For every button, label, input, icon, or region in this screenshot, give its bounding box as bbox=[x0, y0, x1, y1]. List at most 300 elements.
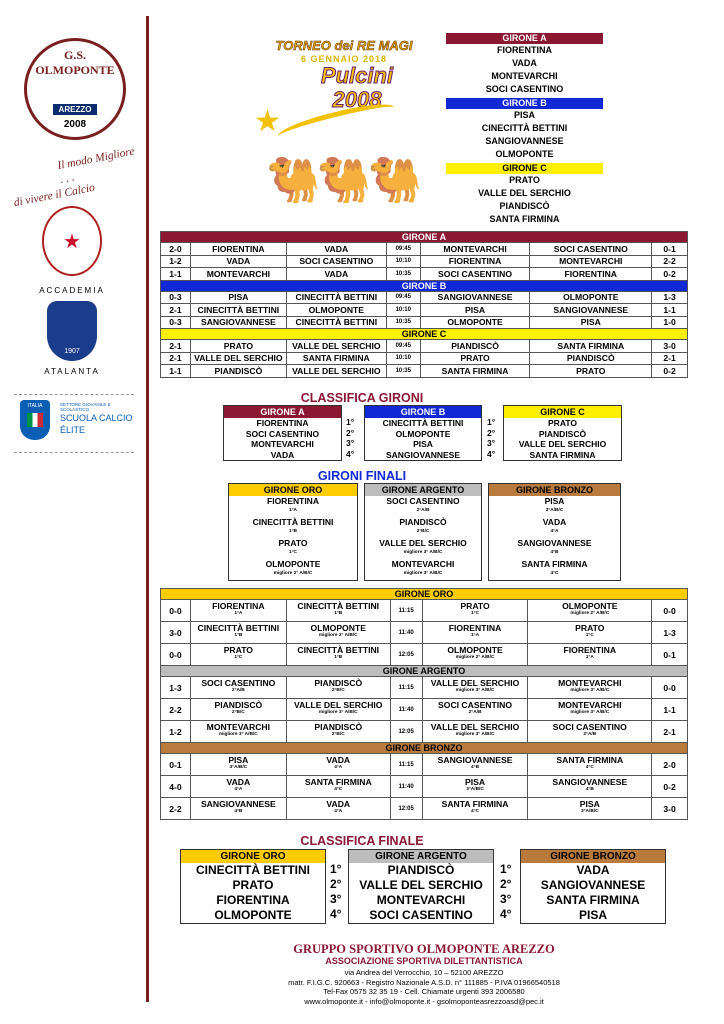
away-team: VALLE DEL SERCHIO bbox=[294, 700, 383, 710]
home-team: FIORENTINA bbox=[212, 601, 265, 611]
team-seed: 4°A bbox=[234, 787, 243, 792]
home-team: CINECITTÀ BETTINI bbox=[190, 304, 286, 317]
match-row bbox=[161, 365, 688, 378]
away-team: OLMOPONTE bbox=[530, 291, 652, 304]
team-seed: 2°B/C bbox=[331, 688, 345, 693]
group-team: PRATO bbox=[509, 175, 540, 185]
score: 0-2 bbox=[652, 776, 688, 798]
footer-registry: matr. F.I.G.C. 920663 - Registro Nazionale A.S.D. n° 111885 - P.IVA 01966540518 bbox=[288, 977, 560, 987]
group-header: GIRONE A bbox=[446, 33, 603, 44]
girone-finale-entry bbox=[365, 517, 481, 535]
entry-seed: 4°C bbox=[550, 571, 559, 576]
away-team-cell bbox=[286, 600, 390, 622]
team-seed: migliore 3° A/B/C bbox=[570, 688, 610, 693]
team-seed: migliore 2° A/B/C bbox=[455, 655, 495, 660]
girone-finale-header: GIRONE ORO bbox=[229, 484, 357, 496]
classifica-finale-team: PISA bbox=[578, 908, 607, 922]
away-team: VADA bbox=[286, 243, 386, 256]
position-label: 1° bbox=[500, 862, 512, 876]
home-team-cell bbox=[422, 754, 528, 776]
away-team: OLMOPONTE bbox=[286, 304, 386, 317]
club-motto bbox=[7, 144, 145, 210]
classifica-finale-positions bbox=[500, 862, 511, 922]
team-seed: 4°C bbox=[585, 765, 594, 770]
group-results-table bbox=[160, 231, 688, 378]
final-match-row bbox=[161, 699, 688, 721]
classifica-finale-team: CINECITTÀ BETTINI bbox=[196, 863, 310, 877]
sidebar bbox=[0, 0, 146, 1024]
home-team: PRATO bbox=[460, 601, 490, 611]
position-label: 1° bbox=[346, 417, 355, 427]
classifica-finale-team: SOCI CASENTINO bbox=[369, 908, 473, 922]
match-time: 11:15 bbox=[390, 600, 422, 622]
position-label: 2° bbox=[500, 877, 512, 891]
score: 1-0 bbox=[652, 316, 688, 329]
classifica-finale-positions bbox=[330, 862, 341, 922]
group-header: GIRONE C bbox=[446, 163, 603, 174]
girone-finale-entry bbox=[365, 559, 481, 577]
position-label: 4° bbox=[346, 448, 355, 459]
entry-seed: migliore 3° A/B/C bbox=[403, 550, 443, 555]
match-time: 09:45 bbox=[386, 291, 420, 304]
score: 0-0 bbox=[161, 644, 191, 666]
score: 2-1 bbox=[652, 721, 688, 743]
classifica-team: PISA bbox=[413, 439, 433, 449]
home-team: MONTEVARCHI bbox=[206, 722, 271, 732]
position-label: 4° bbox=[500, 907, 512, 921]
away-team: SOCI CASENTINO bbox=[286, 255, 386, 268]
category-year: 2008 bbox=[332, 87, 382, 112]
position-label: 4° bbox=[330, 907, 342, 921]
group-list-b bbox=[446, 98, 603, 161]
team-seed: 4°B bbox=[585, 787, 594, 792]
home-team: SOCI CASENTINO bbox=[201, 678, 276, 688]
team-seed: 2°A/B bbox=[468, 710, 482, 715]
classifica-box bbox=[364, 405, 482, 461]
score: 2-1 bbox=[161, 352, 191, 365]
footer-phone: Tel-Fax 0575 32 35 19 - Cell. Chiamate urgenti 393 2006580 bbox=[323, 987, 525, 996]
home-team: FIORENTINA bbox=[420, 255, 530, 268]
group-list-a bbox=[446, 33, 603, 96]
away-team: MONTEVARCHI bbox=[558, 678, 622, 688]
club-logo-name: G.S. OLMOPONTE bbox=[35, 48, 115, 77]
home-team-cell bbox=[422, 600, 528, 622]
results-group-header: GIRONE A bbox=[161, 232, 688, 243]
group-team: SANGIOVANNESE bbox=[485, 136, 564, 146]
team-seed: 1°B bbox=[234, 633, 243, 638]
girone-finale-entry bbox=[365, 538, 481, 556]
away-team-cell bbox=[286, 721, 390, 743]
match-row bbox=[161, 340, 688, 353]
atalanta-shield-icon bbox=[47, 301, 97, 361]
final-match-row bbox=[161, 721, 688, 743]
away-team-cell bbox=[286, 699, 390, 721]
team-seed: migliore 3° A/B/C bbox=[455, 688, 495, 693]
academy-bottom-text: ATALANTA bbox=[44, 367, 100, 376]
score: 1-1 bbox=[652, 699, 688, 721]
home-team: PISA bbox=[190, 291, 286, 304]
home-team: VALLE DEL SERCHIO bbox=[430, 722, 520, 732]
entry-team: VALLE DEL SERCHIO bbox=[379, 538, 467, 548]
figc-shield-icon bbox=[20, 400, 50, 440]
position-label: 2° bbox=[346, 427, 355, 438]
entry-team: SOCI CASENTINO bbox=[386, 496, 460, 506]
match-time: 12:05 bbox=[390, 721, 422, 743]
team-seed: 2°A/B bbox=[231, 688, 245, 693]
team-seed: 1°A bbox=[234, 611, 243, 616]
classifica-positions bbox=[346, 417, 354, 459]
match-time: 09:45 bbox=[386, 243, 420, 256]
home-team: SANGIOVANNESE bbox=[420, 291, 530, 304]
score: 0-0 bbox=[652, 600, 688, 622]
academy-logo bbox=[30, 286, 114, 376]
home-team: PIANDISCÒ bbox=[420, 340, 530, 353]
score: 2-0 bbox=[652, 754, 688, 776]
classifica-finale-team: OLMOPONTE bbox=[214, 908, 292, 922]
match-time: 10:35 bbox=[386, 268, 420, 281]
away-team: MONTEVARCHI bbox=[530, 255, 652, 268]
team-seed: 1°B bbox=[334, 611, 343, 616]
final-match-row bbox=[161, 644, 688, 666]
final-group-header: GIRONE BRONZO bbox=[161, 743, 688, 754]
category-label: Pulcini bbox=[320, 63, 394, 88]
footer-contacts bbox=[160, 968, 688, 1006]
away-team-cell bbox=[528, 600, 652, 622]
classifica-team: VALLE DEL SERCHIO bbox=[518, 439, 607, 449]
classifica-finale-team: SANGIOVANNESE bbox=[540, 878, 646, 892]
home-team: MONTEVARCHI bbox=[190, 268, 286, 281]
entry-seed: migliore 2° A/B/C bbox=[273, 571, 313, 576]
home-team-cell bbox=[190, 677, 286, 699]
score: 0-1 bbox=[161, 754, 191, 776]
team-seed: migliore 3° A/B/C bbox=[318, 710, 358, 715]
home-team: SANTA FIRMINA bbox=[420, 365, 530, 378]
entry-seed: 3°A/B/C bbox=[545, 508, 564, 513]
team-seed: 1°A bbox=[585, 655, 594, 660]
team-seed: 1°C bbox=[585, 633, 594, 638]
home-team-cell bbox=[422, 776, 528, 798]
away-team-cell bbox=[528, 677, 652, 699]
position-label: 2° bbox=[487, 427, 496, 438]
away-team-cell bbox=[286, 677, 390, 699]
results-group-header: GIRONE C bbox=[161, 329, 688, 340]
away-team-cell bbox=[528, 699, 652, 721]
away-team: SANTA FIRMINA bbox=[304, 777, 372, 787]
away-team: MONTEVARCHI bbox=[558, 700, 622, 710]
position-label: 4° bbox=[487, 448, 496, 459]
classifica-finale-team: VADA bbox=[576, 863, 610, 877]
team-seed: 1°B bbox=[334, 655, 343, 660]
entry-team: VADA bbox=[542, 517, 567, 527]
away-team: PISA bbox=[530, 316, 652, 329]
match-row bbox=[161, 291, 688, 304]
home-team: VALLE DEL SERCHIO bbox=[430, 678, 520, 688]
score: 0-2 bbox=[652, 268, 688, 281]
score: 3-0 bbox=[161, 622, 191, 644]
girone-finale-header: GIRONE BRONZO bbox=[489, 484, 620, 496]
score: 0-3 bbox=[161, 291, 191, 304]
score: 1-1 bbox=[652, 304, 688, 317]
entry-seed: 1°A bbox=[288, 508, 298, 513]
classifica-team: MONTEVARCHI bbox=[251, 439, 314, 449]
group-team: VALLE DEL SERCHIO bbox=[478, 188, 571, 198]
team-seed: 4°B bbox=[234, 809, 243, 814]
classifica-finale-team: FIORENTINA bbox=[216, 893, 290, 907]
team-seed: 4°C bbox=[471, 809, 480, 814]
home-team-cell bbox=[190, 600, 286, 622]
home-team-cell bbox=[190, 776, 286, 798]
classifica-finale-box bbox=[520, 849, 666, 924]
academy-top-text: ACCADEMIA bbox=[39, 286, 105, 295]
entry-team: PRATO bbox=[278, 538, 308, 548]
classifica-header: GIRONE B bbox=[365, 406, 481, 418]
position-label: 1° bbox=[330, 862, 342, 876]
home-team: PRATO bbox=[190, 340, 286, 353]
away-team-cell bbox=[286, 776, 390, 798]
away-team: PRATO bbox=[575, 623, 605, 633]
motto-line-1: Il modo Migliore . . . bbox=[56, 145, 136, 186]
group-header: GIRONE B bbox=[446, 98, 603, 109]
score: 2-1 bbox=[161, 304, 191, 317]
score: 1-3 bbox=[161, 677, 191, 699]
match-time: 12:05 bbox=[390, 798, 422, 820]
position-label: 3° bbox=[500, 892, 512, 906]
away-team: FIORENTINA bbox=[563, 645, 617, 655]
home-team: PISA bbox=[420, 304, 530, 317]
italia-small-text: SETTORE GIOVANILE E SCOLASTICO bbox=[60, 402, 111, 412]
away-team: PIANDISCÒ bbox=[530, 352, 652, 365]
final-match-row bbox=[161, 754, 688, 776]
home-team: PIANDISCÒ bbox=[214, 700, 263, 710]
divider bbox=[14, 452, 134, 453]
score: 2-1 bbox=[652, 352, 688, 365]
girone-finale-entry bbox=[489, 538, 620, 556]
group-team: VADA bbox=[512, 58, 537, 68]
team-seed: migliore 3° A/B/C bbox=[455, 732, 495, 737]
footer-web: www.olmoponte.it - info@olmoponte.it - gsolmoponteasrezzoasd@pec.it bbox=[304, 996, 544, 1006]
girone-finale-box bbox=[364, 483, 482, 581]
entry-seed: 2°B/C bbox=[416, 529, 430, 534]
away-team: PIANDISCÒ bbox=[314, 678, 363, 688]
team-seed: 1°C bbox=[234, 655, 243, 660]
classifica-team: OLMOPONTE bbox=[395, 428, 451, 439]
group-team: SANTA FIRMINA bbox=[489, 214, 560, 224]
girone-finale-entry bbox=[229, 559, 357, 577]
position-label: 1° bbox=[487, 417, 496, 427]
match-time: 12:05 bbox=[390, 644, 422, 666]
girone-finale-box bbox=[488, 483, 621, 581]
home-team-cell bbox=[190, 622, 286, 644]
home-team: PISA bbox=[465, 777, 486, 787]
team-seed: 1°A bbox=[471, 633, 480, 638]
classifica-finale-team: VALLE DEL SERCHIO bbox=[359, 878, 483, 892]
final-match-row bbox=[161, 776, 688, 798]
away-team: VADA bbox=[286, 268, 386, 281]
group-team: PISA bbox=[513, 110, 535, 120]
away-team: VADA bbox=[326, 799, 351, 809]
match-time: 10:10 bbox=[386, 352, 420, 365]
score: 0-0 bbox=[652, 677, 688, 699]
team-seed: 1°C bbox=[471, 611, 480, 616]
away-team: SANGIOVANNESE bbox=[552, 777, 628, 787]
away-team-cell bbox=[286, 644, 390, 666]
away-team: SANGIOVANNESE bbox=[530, 304, 652, 317]
away-team-cell bbox=[528, 622, 652, 644]
home-team: PISA bbox=[228, 755, 249, 765]
away-team: CINECITTÀ BETTINI bbox=[297, 601, 380, 611]
match-time: 11:40 bbox=[390, 776, 422, 798]
team-seed: migliore 2° A/B/C bbox=[318, 633, 358, 638]
team-seed: migliore 3° A/B/C bbox=[218, 732, 258, 737]
home-team: VADA bbox=[226, 777, 251, 787]
entry-team: CINECITTÀ BETTINI bbox=[252, 517, 334, 527]
results-group-header: GIRONE B bbox=[161, 280, 688, 291]
entry-team: SANGIOVANNESE bbox=[517, 538, 592, 548]
match-time: 09:45 bbox=[386, 340, 420, 353]
group-team: FIORENTINA bbox=[497, 45, 552, 55]
girone-finale-entry bbox=[229, 517, 357, 535]
home-team: FIORENTINA bbox=[448, 623, 502, 633]
final-group-header: GIRONE ORO bbox=[161, 589, 688, 600]
match-row bbox=[161, 243, 688, 256]
away-team-cell bbox=[528, 644, 652, 666]
score: 2-0 bbox=[161, 243, 191, 256]
home-team: FIORENTINA bbox=[190, 243, 286, 256]
gironi-finali-title: GIRONI FINALI bbox=[317, 469, 407, 483]
classifica-finale-box bbox=[180, 849, 326, 924]
away-team: SANTA FIRMINA bbox=[286, 352, 386, 365]
home-team: SOCI CASENTINO bbox=[420, 268, 530, 281]
score: 1-2 bbox=[161, 255, 191, 268]
match-row bbox=[161, 268, 688, 281]
final-match-row bbox=[161, 677, 688, 699]
classifica-finale-team: MONTEVARCHI bbox=[376, 893, 466, 907]
match-time: 11:40 bbox=[390, 622, 422, 644]
classifica-header: GIRONE C bbox=[504, 406, 621, 418]
match-row bbox=[161, 255, 688, 268]
group-team: OLMOPONTE bbox=[495, 149, 554, 159]
final-match-row bbox=[161, 600, 688, 622]
team-seed: 4°C bbox=[334, 787, 343, 792]
score: 2-2 bbox=[652, 255, 688, 268]
match-row bbox=[161, 304, 688, 317]
vertical-divider bbox=[146, 16, 149, 1002]
score: 1-1 bbox=[161, 365, 191, 378]
score: 2-2 bbox=[161, 699, 191, 721]
final-results-table bbox=[160, 588, 688, 820]
classifica-team: SANTA FIRMINA bbox=[529, 449, 596, 460]
match-time: 10:10 bbox=[386, 255, 420, 268]
classifica-finale-header: GIRONE ORO bbox=[181, 850, 325, 863]
club-logo bbox=[24, 38, 126, 140]
home-team-cell bbox=[422, 798, 528, 820]
score: 4-0 bbox=[161, 776, 191, 798]
classifica-finale-header: GIRONE ARGENTO bbox=[349, 850, 493, 863]
group-team: MONTEVARCHI bbox=[491, 71, 558, 81]
entry-seed: 1°C bbox=[288, 550, 298, 555]
home-team: OLMOPONTE bbox=[420, 316, 530, 329]
tournament-title: TORNEO dei RE MAGI bbox=[275, 38, 413, 53]
away-team: SOCI CASENTINO bbox=[530, 243, 652, 256]
home-team: SANGIOVANNESE bbox=[190, 316, 286, 329]
footer-type: ASSOCIAZIONE SPORTIVA DILETTANTISTICA bbox=[325, 956, 523, 966]
team-seed: 2°B/C bbox=[331, 732, 345, 737]
away-team: CINECITTÀ BETTINI bbox=[286, 291, 386, 304]
match-time: 10:35 bbox=[386, 316, 420, 329]
classifica-finale-box bbox=[348, 849, 494, 924]
classifica-finale-title: CLASSIFICA FINALE bbox=[300, 834, 424, 848]
classifica-team: PRATO bbox=[548, 418, 577, 428]
tournament-header bbox=[246, 34, 442, 230]
score: 0-0 bbox=[161, 600, 191, 622]
away-team: OLMOPONTE bbox=[562, 601, 618, 611]
scuola-line-1: SCUOLA CALCIO bbox=[60, 413, 133, 423]
home-team: CINECITTÀ BETTINI bbox=[197, 623, 280, 633]
match-row bbox=[161, 352, 688, 365]
scuola-line-2: ÉLITE bbox=[60, 425, 86, 435]
entry-seed: 1°B bbox=[288, 529, 298, 534]
home-team: VADA bbox=[190, 255, 286, 268]
away-team: OLMOPONTE bbox=[310, 623, 366, 633]
home-team: SANTA FIRMINA bbox=[441, 799, 509, 809]
away-team: SOCI CASENTINO bbox=[552, 722, 627, 732]
away-team-cell bbox=[528, 798, 652, 820]
away-team: VALLE DEL SERCHIO bbox=[286, 340, 386, 353]
away-team-cell bbox=[286, 798, 390, 820]
away-team: VALLE DEL SERCHIO bbox=[286, 365, 386, 378]
mascot-logo: ★ bbox=[42, 206, 102, 276]
score: 2-1 bbox=[161, 340, 191, 353]
final-match-row bbox=[161, 798, 688, 820]
team-seed: 3°A/B/C bbox=[229, 765, 248, 770]
team-seed: 3°A/B/C bbox=[466, 787, 484, 792]
team-seed: 2°B/C bbox=[231, 710, 245, 715]
classifica-box bbox=[503, 405, 622, 461]
away-team: FIORENTINA bbox=[530, 268, 652, 281]
away-team: CINECITTÀ BETTINI bbox=[297, 645, 380, 655]
classifica-finale-team: SANTA FIRMINA bbox=[546, 893, 640, 907]
entry-seed: 4°B bbox=[550, 550, 559, 555]
position-label: 3° bbox=[330, 892, 342, 906]
home-team: SOCI CASENTINO bbox=[438, 700, 513, 710]
final-match-row bbox=[161, 622, 688, 644]
motto-line-2: di vivere il Calcio bbox=[12, 181, 96, 210]
home-team: SANGIOVANNESE bbox=[200, 799, 276, 809]
scuola-calcio-logo bbox=[20, 400, 140, 446]
home-team-cell bbox=[190, 754, 286, 776]
girone-finale-box bbox=[228, 483, 358, 581]
classifica-team: SANGIOVANNESE bbox=[386, 449, 460, 460]
score: 2-2 bbox=[161, 798, 191, 820]
away-team-cell bbox=[286, 754, 390, 776]
girone-finale-entry bbox=[489, 559, 620, 577]
team-seed: migliore 2° A/B/C bbox=[570, 611, 610, 616]
score: 3-0 bbox=[652, 340, 688, 353]
tournament-category bbox=[302, 64, 412, 112]
home-team: PIANDISCÒ bbox=[190, 365, 286, 378]
match-row bbox=[161, 316, 688, 329]
team-seed: 4°A bbox=[334, 765, 343, 770]
score: 0-1 bbox=[652, 243, 688, 256]
home-team-cell bbox=[422, 699, 528, 721]
away-team: SANTA FIRMINA bbox=[556, 755, 624, 765]
classifica-finale-header: GIRONE BRONZO bbox=[521, 850, 665, 863]
entry-team: FIORENTINA bbox=[267, 496, 319, 506]
classifica-team: PIANDISCÒ bbox=[538, 428, 587, 439]
home-team-cell bbox=[190, 644, 286, 666]
camels-icon: 🐫🐫🐫 bbox=[266, 156, 419, 205]
position-label: 3° bbox=[487, 438, 496, 448]
